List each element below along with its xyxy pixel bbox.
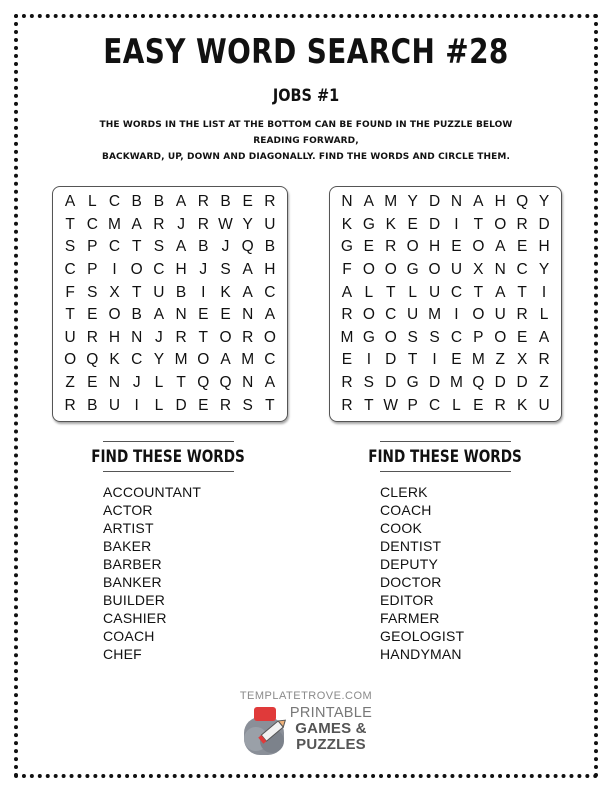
word-item: ACTOR [103,502,153,518]
grid-letter[interactable]: M [428,306,441,324]
grid-letter[interactable]: M [174,351,188,369]
word-list-heading-right [368,441,523,472]
grid-letter[interactable]: M [449,374,463,392]
grid-letter[interactable]: O [64,351,77,369]
word-item: DENTIST [380,538,442,554]
grid-letter[interactable]: R [516,306,528,324]
grid-letter[interactable]: M [340,328,354,346]
grid-letter[interactable]: Q [241,238,254,256]
puzzle-grid-left [52,186,288,422]
grid-letter[interactable]: R [494,396,506,414]
grid-letter[interactable]: H [108,328,121,346]
grid-letter[interactable]: Y [153,351,165,369]
word-item: BARBER [103,556,162,572]
grid-letter[interactable]: D [516,374,528,392]
grid-letter[interactable]: C [86,215,98,233]
grid-letter[interactable]: A [153,306,165,324]
grid-letter[interactable]: S [220,261,231,279]
grid-letter[interactable]: O [108,306,121,324]
grid-letter[interactable]: S [242,396,253,414]
grid-letter[interactable]: T [473,283,484,301]
grid-letter[interactable]: D [494,374,506,392]
grid-letter[interactable]: H [264,261,276,279]
grid-letter[interactable]: U [428,283,441,301]
grid-letter[interactable]: E [363,238,375,256]
grid-letter[interactable]: A [242,261,253,279]
grid-letter[interactable]: D [428,374,441,392]
grid-letter[interactable]: R [264,193,276,211]
grid-letter[interactable]: P [473,328,484,346]
grid-letter[interactable]: N [341,193,353,211]
grid-letter[interactable]: T [65,306,75,324]
grid-letter[interactable]: T [131,238,142,256]
grid-letter[interactable]: N [450,193,463,211]
grid-letter[interactable]: S [64,238,76,256]
grid-letter[interactable]: Y [538,261,550,279]
puzzle-grid-right [329,186,562,422]
grid-letter[interactable]: E [220,306,231,324]
grid-letter[interactable]: R [516,215,528,233]
grid-letter[interactable]: A [495,238,506,256]
grid-letter[interactable]: I [432,351,437,369]
grid-letter[interactable]: R [64,396,76,414]
grid-letter[interactable]: E [87,306,98,324]
grid-letter[interactable]: U [538,396,550,414]
grid-letter[interactable]: R [197,193,209,211]
grid-letter[interactable]: O [472,306,485,324]
grid-letter[interactable]: A [363,193,375,211]
grid-letter[interactable]: E [198,396,209,414]
grid-letter[interactable]: U [450,261,463,279]
word-list-heading-left [91,441,246,472]
word-item: EDITOR [380,592,434,608]
word-item: CHEF [103,646,142,662]
word-item: BAKER [103,538,152,554]
grid-letter[interactable]: E [451,351,462,369]
grid-letter[interactable]: I [366,351,371,369]
page-subtitle: JOBS #1 [272,86,340,106]
grid-letter[interactable]: O [219,328,232,346]
grid-letter[interactable]: S [87,283,98,301]
grid-letter[interactable]: M [108,215,121,233]
grid-letter[interactable]: K [385,215,396,233]
grid-letter[interactable]: Y [242,215,253,233]
grid-letter[interactable]: I [454,306,459,324]
grid-letter[interactable]: L [364,283,374,301]
grid-letter[interactable]: A [175,193,187,211]
grid-letter[interactable]: L [154,374,164,392]
grid-letter[interactable]: R [538,351,550,369]
grid-letter[interactable]: F [342,261,352,279]
word-item: DOCTOR [380,574,442,590]
word-item: COOK [380,520,423,536]
grid-letter[interactable]: E [242,193,253,211]
grid-letter[interactable]: Q [197,374,210,392]
grid-letter[interactable]: C [64,261,76,279]
grid-letter[interactable]: L [87,193,97,211]
grid-letter[interactable]: T [198,328,209,346]
grid-letter[interactable]: B [220,193,231,211]
grid-letter[interactable]: C [428,396,441,414]
grid-letter[interactable]: Y [538,193,550,211]
grid-letter[interactable]: J [199,261,208,279]
grid-letter[interactable]: R [175,328,187,346]
grid-letter[interactable]: O [130,261,143,279]
grid-letter[interactable]: R [341,306,353,324]
grid-letter[interactable]: S [153,238,165,256]
grid-letter[interactable]: Z [495,351,505,369]
grid-letter[interactable]: N [494,261,506,279]
grid-letter[interactable]: X [473,261,484,279]
grid-letter[interactable]: K [516,396,528,414]
grid-letter[interactable]: E [516,328,528,346]
grid-letter[interactable]: O [406,238,419,256]
grid-letter[interactable]: T [473,215,484,233]
word-item: COACH [103,628,155,644]
grid-letter[interactable]: U [153,283,165,301]
grid-letter[interactable]: O [494,328,507,346]
grid-letter[interactable]: R [197,215,209,233]
grid-letter[interactable]: B [131,193,142,211]
grid-letter[interactable]: A [473,193,484,211]
grid-letter[interactable]: C [264,351,276,369]
grid-letter[interactable]: Q [516,193,529,211]
grid-letter[interactable]: Q [86,351,99,369]
grid-letter[interactable]: E [473,396,484,414]
grid-letter[interactable]: T [65,215,75,233]
grid-letter[interactable]: A [264,374,276,392]
grid-letter[interactable]: G [406,261,419,279]
grid-letter[interactable]: U [494,306,506,324]
grid-letter[interactable]: M [471,351,485,369]
grid-letter[interactable]: I [454,215,459,233]
word-list-left [103,483,201,663]
word-item: CASHIER [103,610,167,626]
grid-letter[interactable]: J [155,328,163,346]
grid-letter[interactable]: K [220,283,231,301]
grid-letter[interactable]: D [538,215,550,233]
grid-letter[interactable]: L [539,306,549,324]
grid-letter[interactable]: G [340,238,353,256]
grid-letter[interactable]: A [220,351,231,369]
grid-letter[interactable]: H [175,261,187,279]
grid-letter[interactable]: C [108,193,121,211]
grid-letter[interactable]: B [175,283,187,301]
word-list-heading-left-label: FIND THESE WORDS [91,446,246,467]
grid-letter[interactable]: D [385,351,397,369]
grid-letter[interactable]: Z [65,374,75,392]
site-url[interactable]: TEMPLATETROVE.COM [239,690,373,702]
grid-letter[interactable]: C [516,261,528,279]
grid-letter[interactable]: N [175,306,187,324]
grid-letter[interactable]: O [384,328,397,346]
grid-letter[interactable]: X [516,351,528,369]
grid-letter[interactable]: B [131,306,142,324]
grid-letter[interactable]: U [108,396,121,414]
grid-letter[interactable]: E [87,374,98,392]
grid-letter[interactable]: J [221,238,230,256]
grid-letter[interactable]: Q [219,374,232,392]
grid-letter[interactable]: R [385,238,397,256]
grid-letter[interactable]: A [264,306,276,324]
logo-line-3: PUZZLES [296,736,366,753]
grid-letter[interactable]: O [472,238,485,256]
word-item: ACCOUNTANT [103,484,202,500]
grid-letter[interactable]: J [132,374,141,392]
grid-letter[interactable]: T [364,396,374,414]
grid-letter[interactable]: O [494,215,507,233]
puzzle-grid-left-cells [59,191,281,417]
word-item: GEOLOGIST [380,628,465,644]
grid-letter[interactable]: B [87,396,98,414]
grid-letter[interactable]: O [384,261,397,279]
grid-letter[interactable]: E [407,215,418,233]
logo-line-1: PRINTABLE [289,705,373,721]
grid-letter[interactable]: P [87,238,98,256]
grid-letter[interactable]: W [383,396,399,414]
grid-letter[interactable]: B [264,238,276,256]
grid-letter[interactable]: C [131,351,143,369]
word-item: CLERK [380,484,428,500]
grid-letter[interactable]: N [242,306,254,324]
grid-letter[interactable]: J [177,215,185,233]
word-item: FARMER [380,610,440,626]
grid-letter[interactable]: R [242,328,254,346]
grid-letter[interactable]: A [538,328,550,346]
grid-letter[interactable]: S [363,374,375,392]
grid-letter[interactable]: D [428,215,441,233]
grid-letter[interactable]: A [175,238,187,256]
grid-letter[interactable]: H [538,238,550,256]
grid-letter[interactable]: C [450,328,463,346]
grid-letter[interactable]: U [64,328,76,346]
grid-letter[interactable]: F [65,283,75,301]
grid-letter[interactable]: W [218,215,233,233]
grid-letter[interactable]: N [242,374,254,392]
grid-letter[interactable]: O [197,351,210,369]
grid-letter[interactable]: G [406,374,419,392]
logo-text [289,706,373,753]
grid-letter[interactable]: D [385,374,397,392]
grid-letter[interactable]: I [112,261,117,279]
grid-letter[interactable]: C [385,306,397,324]
grid-letter[interactable]: U [407,306,419,324]
word-item: BUILDER [103,592,166,608]
grid-letter[interactable]: H [494,193,506,211]
grid-letter[interactable]: O [362,306,375,324]
grid-letter[interactable]: R [341,396,353,414]
grid-letter[interactable]: E [516,238,528,256]
grid-letter[interactable]: L [452,396,461,414]
grid-letter[interactable]: T [265,396,275,414]
word-item: DEPUTY [380,556,438,572]
grid-letter[interactable]: X [109,283,120,301]
grid-letter[interactable]: D [175,396,187,414]
grid-letter[interactable]: P [87,261,98,279]
grid-letter[interactable]: U [264,215,276,233]
grid-letter[interactable]: E [451,238,462,256]
grid-letter[interactable]: A [495,283,506,301]
grid-letter[interactable]: R [153,215,165,233]
instructions [96,117,516,165]
grid-letter[interactable]: C [108,238,121,256]
grid-letter[interactable]: T [131,283,142,301]
grid-letter[interactable]: A [64,193,76,211]
word-list-right [380,483,464,663]
grid-letter[interactable]: R [341,374,353,392]
grid-letter[interactable]: G [362,328,375,346]
grid-letter[interactable]: T [176,374,186,392]
grid-letter[interactable]: C [264,283,276,301]
grid-letter[interactable]: K [109,351,120,369]
grid-letter[interactable]: E [341,351,353,369]
grid-letter[interactable]: P [407,396,418,414]
grid-letter[interactable]: T [386,283,396,301]
grid-letter[interactable]: M [241,351,255,369]
grid-letter[interactable]: R [219,396,232,414]
grid-letter[interactable]: C [153,261,165,279]
grid-letter[interactable]: Y [407,193,418,211]
instructions-line-1: THE WORDS IN THE LIST AT THE BOTTOM CAN BE FOUND IN THE PUZZLE BELOW READING FORWARD, [99,120,513,146]
grid-letter[interactable]: K [341,215,353,233]
logo-line-2: GAMES & [295,720,367,737]
grid-letter[interactable]: T [407,351,418,369]
grid-letter[interactable]: T [517,283,527,301]
grid-letter[interactable]: R [86,328,98,346]
grid-letter[interactable]: Q [472,374,485,392]
grid-letter[interactable]: A [242,283,253,301]
grid-letter[interactable]: I [134,396,139,414]
instructions-line-2: BACKWARD, UP, DOWN AND DIAGONALLY. FIND THE WORDS AND CIRCLE THEM. [101,152,510,162]
word-item: HANDYMAN [380,646,462,662]
grid-letter[interactable]: L [154,396,164,414]
grid-letter[interactable]: I [201,283,206,301]
grid-letter[interactable]: S [429,328,440,346]
grid-letter[interactable]: L [408,283,417,301]
page-title: EASY WORD SEARCH #28 [103,32,509,72]
puzzle-grid-right-cells [336,191,555,417]
grid-letter[interactable]: O [263,328,276,346]
grid-letter[interactable]: C [450,283,463,301]
grid-letter[interactable]: B [198,238,209,256]
grid-letter[interactable]: S [407,328,418,346]
grid-letter[interactable]: G [362,215,375,233]
word-list-heading-right-label: FIND THESE WORDS [368,446,523,467]
word-item: BANKER [103,574,162,590]
grid-letter[interactable]: A [131,215,142,233]
grid-letter[interactable]: D [428,193,441,211]
grid-letter[interactable]: Z [539,374,549,392]
grid-letter[interactable]: M [384,193,398,211]
grid-letter[interactable]: A [341,283,353,301]
word-item: COACH [380,502,432,518]
grid-letter[interactable]: N [108,374,121,392]
word-item: ARTIST [103,520,154,536]
grid-letter[interactable]: O [428,261,441,279]
grid-letter[interactable]: B [153,193,165,211]
grid-letter[interactable]: H [428,238,441,256]
grid-letter[interactable]: E [198,306,209,324]
grid-letter[interactable]: O [362,261,375,279]
grid-letter[interactable]: I [541,283,547,301]
grid-letter[interactable]: N [131,328,143,346]
